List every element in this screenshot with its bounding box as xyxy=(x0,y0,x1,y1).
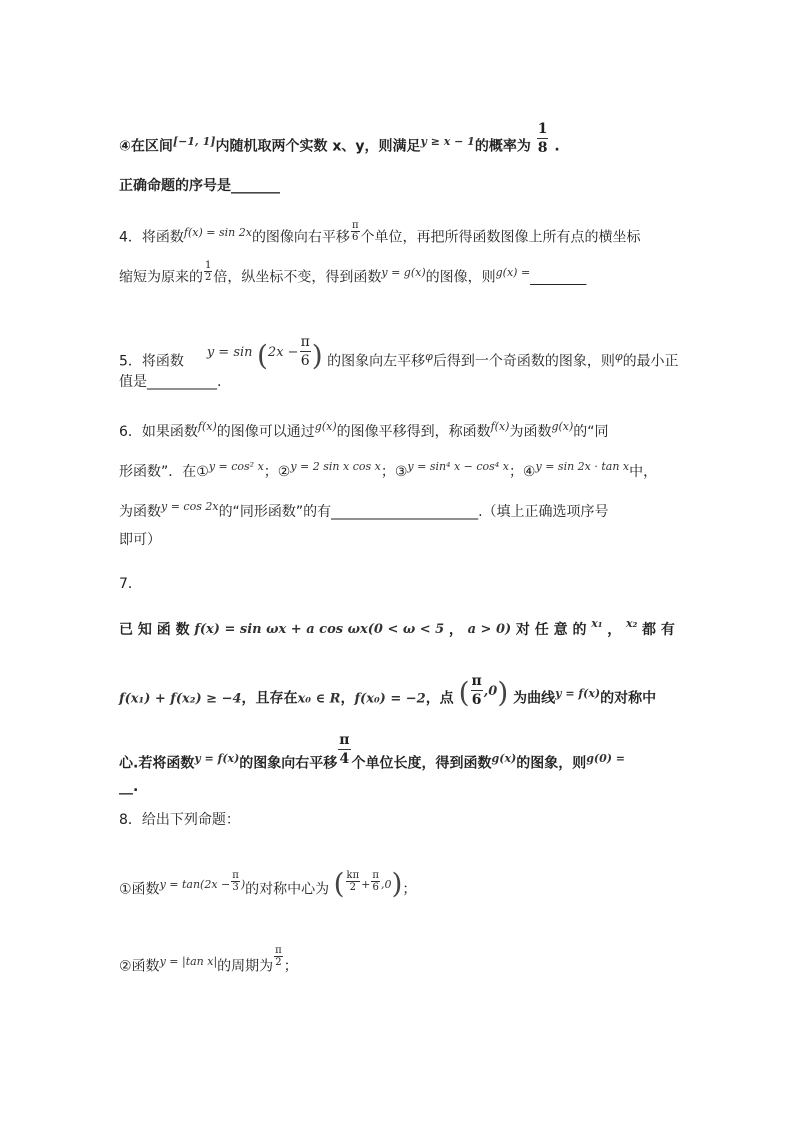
item4-mid2: 的概率为 xyxy=(474,138,531,155)
q5-phi: φ xyxy=(425,349,433,363)
q7-text10: 的图象，则 xyxy=(516,755,587,772)
q8-plus: + xyxy=(361,877,371,891)
q8-item2-end: ； xyxy=(283,958,298,975)
item4-cond: y ≥ x − 1 xyxy=(420,134,475,148)
q4-intro: 4．将函数 xyxy=(119,229,184,246)
q8-paren-close: ) xyxy=(391,866,403,900)
q7-line1 xyxy=(119,617,675,640)
q5-inner: 2x − xyxy=(267,344,299,360)
q7-number: 7． xyxy=(119,576,142,592)
q7-zero: ,0 xyxy=(483,683,498,699)
q5-phi2: φ xyxy=(614,349,623,363)
q5-text2: 后得到一个奇函数的图象，则 xyxy=(432,353,615,370)
q8-item2-text: 的周期为 xyxy=(217,958,274,975)
item4-line xyxy=(119,121,560,165)
q6-line3 xyxy=(119,502,609,523)
q6-f: f(x) xyxy=(197,420,217,433)
q8-pi-over-6: $\frac{\pi}{6}$ xyxy=(372,870,379,893)
q7-x2: x₂ xyxy=(625,617,638,630)
q8-pi-over-2: $\frac{\pi}{2}$ xyxy=(275,945,282,968)
q4-text: 的图像向右平移 xyxy=(251,229,350,246)
q4-text4: 倍，纵坐标不变，得到函数 xyxy=(213,269,382,286)
q4-function: f(x) = sin 2x xyxy=(183,225,252,239)
q7-pi-over-6: $\frac{\pi}{6}$ xyxy=(471,673,482,708)
item4-fraction: $\frac{1}{8}$ xyxy=(537,121,548,156)
q7-function: f(x) = sin ωx + a cos ωx(0 < ω < 5 xyxy=(194,622,445,637)
q6-intro: 6．如果函数 xyxy=(119,424,198,440)
q4-blank: ________ xyxy=(530,269,587,286)
q7-x0: x₀ ∈ R xyxy=(297,691,341,707)
q8-item2 xyxy=(119,945,298,978)
q8-pi-over-3: $\frac{\pi}{3}$ xyxy=(232,870,239,893)
q5-intro: 5．将函数 xyxy=(119,353,184,370)
q8-item1-function: y = tan(2x − xyxy=(159,877,231,891)
q7-fx0: f(x₀) = −2 xyxy=(354,691,426,707)
q8-item1 xyxy=(119,866,417,901)
q6-text: 的图像可以通过 xyxy=(216,424,315,440)
q8-item1-intro: ①函数 xyxy=(119,881,160,898)
q7-a0: a > 0) xyxy=(467,622,512,637)
q6-line4: 即可） xyxy=(119,532,161,548)
q7-paren-close: ) xyxy=(497,675,509,709)
q4-half: $\frac{1}{2}$ xyxy=(205,260,212,283)
q7-curve: y = f(x) xyxy=(555,686,601,700)
q6-sep4: ；④ xyxy=(508,464,536,480)
q8-item2-intro: ②函数 xyxy=(119,958,160,975)
q4-line1 xyxy=(119,220,641,249)
q6-option1: y = cos² x xyxy=(208,460,264,473)
item4-pre: ④在区间 xyxy=(119,138,173,155)
q8-close: ) xyxy=(240,877,246,891)
q6-option3: y = sin⁴ x − cos⁴ x xyxy=(407,460,509,473)
q6-option2: y = 2 sin x cos x xyxy=(290,460,381,473)
q5-paren-close: ) xyxy=(311,338,323,372)
q6-sep5: 中， xyxy=(629,464,658,480)
q7-gx: g(x) xyxy=(491,751,517,765)
q5-text3: 的最小正 xyxy=(622,353,679,370)
q7-text7: 心.若将函数 xyxy=(119,755,195,772)
q7-intro: 已 知 函 数 xyxy=(119,622,190,638)
q6-text4: 的“同 xyxy=(573,424,609,440)
answer-line: 正确命题的序号是_______ xyxy=(119,178,280,194)
q7-line3 xyxy=(119,732,626,782)
q6-g2: g(x) xyxy=(551,420,574,433)
q6-sep3: ；③ xyxy=(380,464,408,480)
q6-text6: 为函数 xyxy=(119,504,161,520)
q7-paren-open: ( xyxy=(458,675,470,709)
q5-y: y = sin xyxy=(206,344,253,360)
q4-pi-over-6: $\frac{\pi}{6}$ xyxy=(351,220,359,243)
q4-text5: 的图像，则 xyxy=(425,269,496,286)
q7-line4: __. xyxy=(119,779,139,795)
q6-text5: 形函数”．在① xyxy=(119,464,209,480)
q8-paren-open: ( xyxy=(333,866,345,900)
q7-text5: 为曲线 xyxy=(513,690,556,707)
q7-x1: x₁ xyxy=(591,617,603,630)
q7-text8: 的图象向右平移 xyxy=(239,755,338,772)
q5-paren-open: ( xyxy=(256,338,268,372)
q8-item2-function: y = |tan x| xyxy=(159,954,218,968)
item4-interval: [−1, 1] xyxy=(172,134,216,148)
q7-text3: ，且存在 xyxy=(241,690,298,707)
q4-g2: g(x) = xyxy=(495,265,531,279)
q6-line2 xyxy=(119,462,657,483)
q6-line1 xyxy=(119,422,609,443)
q6-text7: 的“同形函数”的有_____________________.（填上正确选项序号 xyxy=(218,504,609,520)
q8-title: 8．给出下列命题： xyxy=(119,812,240,828)
q7-text: 对 任 意 的 xyxy=(515,622,587,638)
q6-sep2: ；② xyxy=(263,464,291,480)
q8-item1-text: 的对称中心为 xyxy=(245,881,330,898)
q5-line2: 值是__________. xyxy=(119,374,222,390)
q8-kpi-over-2: $\frac{k\pi}{2}$ xyxy=(346,870,360,893)
q4-text2: 个单位，再把所得函数图像上所有点的横坐标 xyxy=(360,229,641,246)
q6-text2: 的图像平移得到，称函数 xyxy=(336,424,491,440)
q7-g0: g(0) = xyxy=(586,751,626,765)
q6-option4: y = sin 2x · tan x xyxy=(535,460,630,473)
item4-mid: 内随机取两个实数 x、y，则满足 xyxy=(215,138,421,155)
q7-line2 xyxy=(119,673,657,717)
q7-comma3: ， xyxy=(340,690,355,707)
q7-pi-over-4: $\frac{\pi}{4}$ xyxy=(339,732,350,767)
q6-g: g(x) xyxy=(314,420,337,433)
q4-line2 xyxy=(119,260,587,289)
q7-comma2: ， xyxy=(607,622,622,638)
q6-text3: 为函数 xyxy=(509,424,552,440)
q7-yfx: y = f(x) xyxy=(194,751,240,765)
q7-text6: 的对称中 xyxy=(600,690,657,707)
q8-zero: ,0 xyxy=(380,877,392,891)
q6-cos: y = cos 2x xyxy=(161,500,219,513)
q5-text: 的图象向左平移 xyxy=(327,353,426,370)
q7-text4: ，点 xyxy=(425,690,454,707)
q7-text9: 个单位长度，得到函数 xyxy=(351,755,492,772)
q7-comma: ， xyxy=(448,622,463,638)
q4-text3: 缩短为原来的 xyxy=(119,269,203,286)
q6-f2: f(x) xyxy=(490,420,510,433)
q4-g: y = g(x) xyxy=(381,265,426,279)
q7-text2: 都 有 xyxy=(642,622,675,638)
item4-end: . xyxy=(554,138,560,155)
q8-item1-end: ； xyxy=(402,881,417,898)
q7-ineq: f(x₁) + f(x₂) ≥ −4 xyxy=(119,691,242,707)
q5-pi-over-6: $\frac{\pi}{6}$ xyxy=(300,334,310,369)
